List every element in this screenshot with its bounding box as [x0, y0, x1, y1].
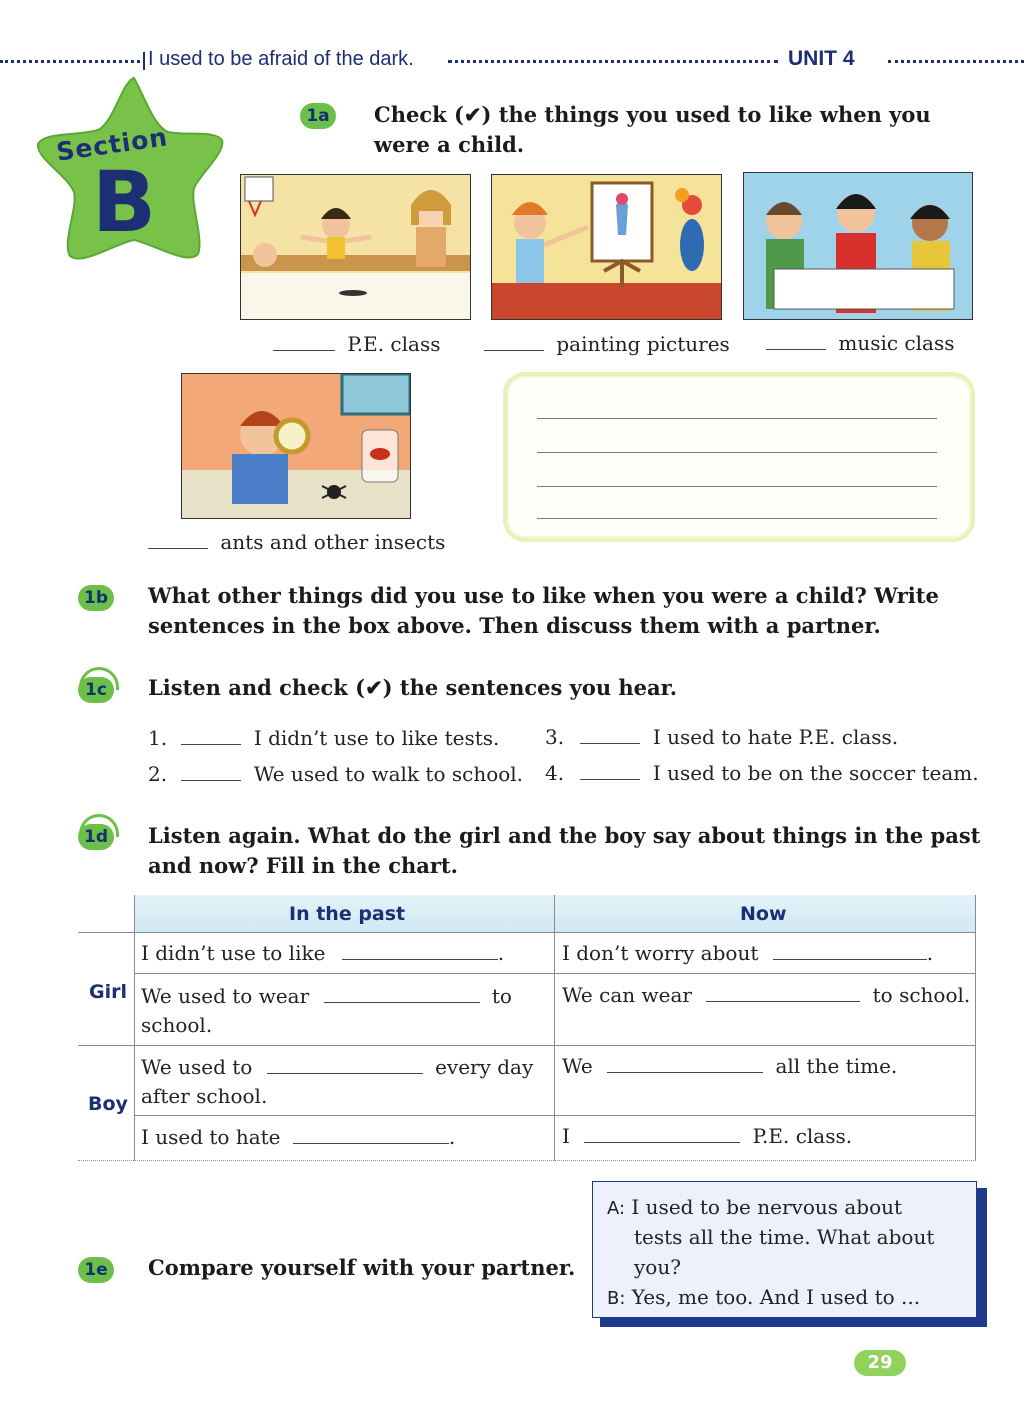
row-label-boy: Boy: [88, 1093, 128, 1115]
sentence-number: 3.: [545, 725, 565, 749]
sentence-checkbox-blank[interactable]: [580, 761, 640, 780]
music-class-checkbox-blank[interactable]: [766, 331, 826, 350]
sentence-text: I used to be on the soccer team.: [652, 761, 979, 785]
boy-past-2: I used to hate .: [141, 1125, 456, 1149]
sentence-4: [545, 761, 979, 785]
chart-header-row: [134, 895, 976, 932]
insects-illustration: [181, 373, 411, 519]
badge-1d: 1d: [78, 824, 114, 850]
sentence-checkbox-blank[interactable]: [181, 726, 241, 745]
chart-rule: [554, 895, 555, 1161]
girl-past-2: [141, 984, 512, 1008]
speaker-a: A:: [607, 1198, 626, 1219]
col-header-past: In the past: [289, 903, 406, 925]
col-header-now: Now: [740, 903, 787, 925]
page-number: 29: [854, 1350, 906, 1376]
row-label-girl: Girl: [89, 981, 127, 1003]
past-now-chart: [78, 895, 976, 1161]
writing-box[interactable]: [503, 372, 975, 542]
cell-text: to school.: [872, 983, 971, 1007]
writing-line[interactable]: [537, 418, 937, 419]
cell-text: all the time.: [775, 1054, 898, 1078]
painting-pictures-label: painting pictures: [556, 332, 730, 356]
instruction-1d-line1: Listen again. What do the girl and the boy say about things in the past: [148, 823, 981, 848]
chart-rule: [78, 932, 976, 933]
sentence-text: I didn’t use to like tests.: [253, 726, 500, 750]
girl-now-2: [562, 983, 970, 1007]
header-dots-middle: [448, 60, 778, 63]
cell-text: I didn’t use to like: [141, 941, 326, 965]
fill-blank[interactable]: [293, 1125, 449, 1144]
cell-text: every day: [435, 1055, 534, 1079]
instruction-1a-line1: Check (✔) the things you used to like when you: [374, 102, 931, 127]
painting-pictures-checkbox-blank[interactable]: [484, 332, 544, 351]
boy-now-1: [562, 1054, 897, 1078]
boy-past-1: [141, 1055, 533, 1079]
header-dots-left: [0, 60, 140, 63]
badge-1e: 1e: [78, 1257, 114, 1283]
speaker-b: B:: [607, 1288, 626, 1309]
cell-text: We can wear: [562, 983, 692, 1007]
writing-line[interactable]: [537, 486, 937, 487]
music-class-illustration: [743, 172, 973, 320]
boy-now-2: [562, 1124, 852, 1148]
chart-rule: [78, 1045, 976, 1046]
insects-checkbox-blank[interactable]: [148, 530, 208, 549]
fill-blank[interactable]: [706, 983, 860, 1002]
instruction-1e: Compare yourself with your partner.: [148, 1255, 576, 1280]
chart-rule: [78, 1160, 976, 1161]
sentence-3: [545, 725, 898, 749]
cell-text: I used to hate: [141, 1125, 281, 1149]
fill-blank[interactable]: [584, 1124, 740, 1143]
pe-class-checkbox-blank[interactable]: [273, 332, 335, 351]
header-dots-right: [888, 60, 1024, 63]
badge-1a: 1a: [300, 103, 336, 129]
fill-blank[interactable]: [324, 984, 480, 1003]
instruction-1b-line2: sentences in the box above. Then discuss them with a partner.: [148, 613, 881, 638]
dialogue-a-line2: tests all the time. What about: [634, 1225, 935, 1249]
cell-text: We used to: [141, 1055, 253, 1079]
girl-now-1: I don’t worry about .: [562, 941, 934, 965]
fill-blank[interactable]: [773, 941, 927, 960]
badge-1b: 1b: [78, 585, 114, 611]
painting-pictures-illustration: [491, 174, 722, 320]
pe-class-item: [273, 332, 440, 356]
dialogue-a-line3: you?: [634, 1255, 681, 1279]
cell-text: We: [562, 1054, 593, 1078]
badge-1c: 1c: [78, 677, 114, 703]
sentence-number: 2.: [148, 762, 168, 786]
cell-text: We used to wear: [141, 984, 310, 1008]
sentence-text: We used to walk to school.: [253, 762, 524, 786]
instruction-1a-line2: were a child.: [374, 132, 525, 157]
chart-rule: [134, 973, 976, 974]
instruction-1d-line2: and now? Fill in the chart.: [148, 853, 458, 878]
cell-text: I: [562, 1124, 570, 1148]
writing-line[interactable]: [537, 518, 937, 519]
boy-past-1-cont: after school.: [141, 1084, 268, 1108]
section-letter: B: [92, 153, 157, 251]
dialogue-text: I used to be nervous about: [631, 1195, 903, 1219]
fill-blank[interactable]: [342, 941, 498, 960]
dialogue-a-line1: [607, 1195, 902, 1219]
section-label: Section: [54, 122, 170, 167]
sentence-number: 1.: [148, 726, 168, 750]
unit-label: UNIT 4: [788, 47, 855, 70]
cell-text: to: [491, 984, 512, 1008]
chart-rule: [134, 895, 135, 1161]
music-class-label: music class: [838, 331, 955, 355]
pe-class-illustration: [240, 174, 471, 320]
dialogue-b-line1: [607, 1285, 920, 1309]
cell-text: I don’t worry about: [562, 941, 759, 965]
page-header-title: I used to be afraid of the dark.: [148, 48, 414, 70]
instruction-1b-line1: What other things did you use to like when you were a child? Write: [148, 583, 939, 608]
instruction-1c: Listen and check (✔) the sentences you hear.: [148, 675, 678, 700]
fill-blank[interactable]: [267, 1055, 423, 1074]
insects-label: ants and other insects: [220, 530, 446, 554]
fill-blank[interactable]: [607, 1054, 763, 1073]
music-class-item: [766, 331, 954, 355]
sentence-checkbox-blank[interactable]: [181, 762, 241, 781]
sentence-2: [148, 762, 523, 786]
cell-text: P.E. class.: [752, 1124, 853, 1148]
header-divider: [143, 52, 145, 70]
girl-past-1: I didn’t use to like .: [141, 941, 505, 965]
girl-past-2-cont: school.: [141, 1013, 213, 1037]
sentence-text: I used to hate P.E. class.: [652, 725, 899, 749]
pe-class-label: P.E. class: [347, 332, 441, 356]
chart-rule: [134, 1115, 976, 1116]
writing-line[interactable]: [537, 452, 937, 453]
sentence-checkbox-blank[interactable]: [580, 725, 640, 744]
sentence-1: [148, 726, 499, 750]
chart-rule: [975, 895, 976, 1161]
insects-item: [148, 530, 445, 554]
painting-pictures-item: [484, 332, 730, 356]
sentence-number: 4.: [545, 761, 565, 785]
dialogue-text: Yes, me too. And I used to ...: [631, 1285, 921, 1309]
